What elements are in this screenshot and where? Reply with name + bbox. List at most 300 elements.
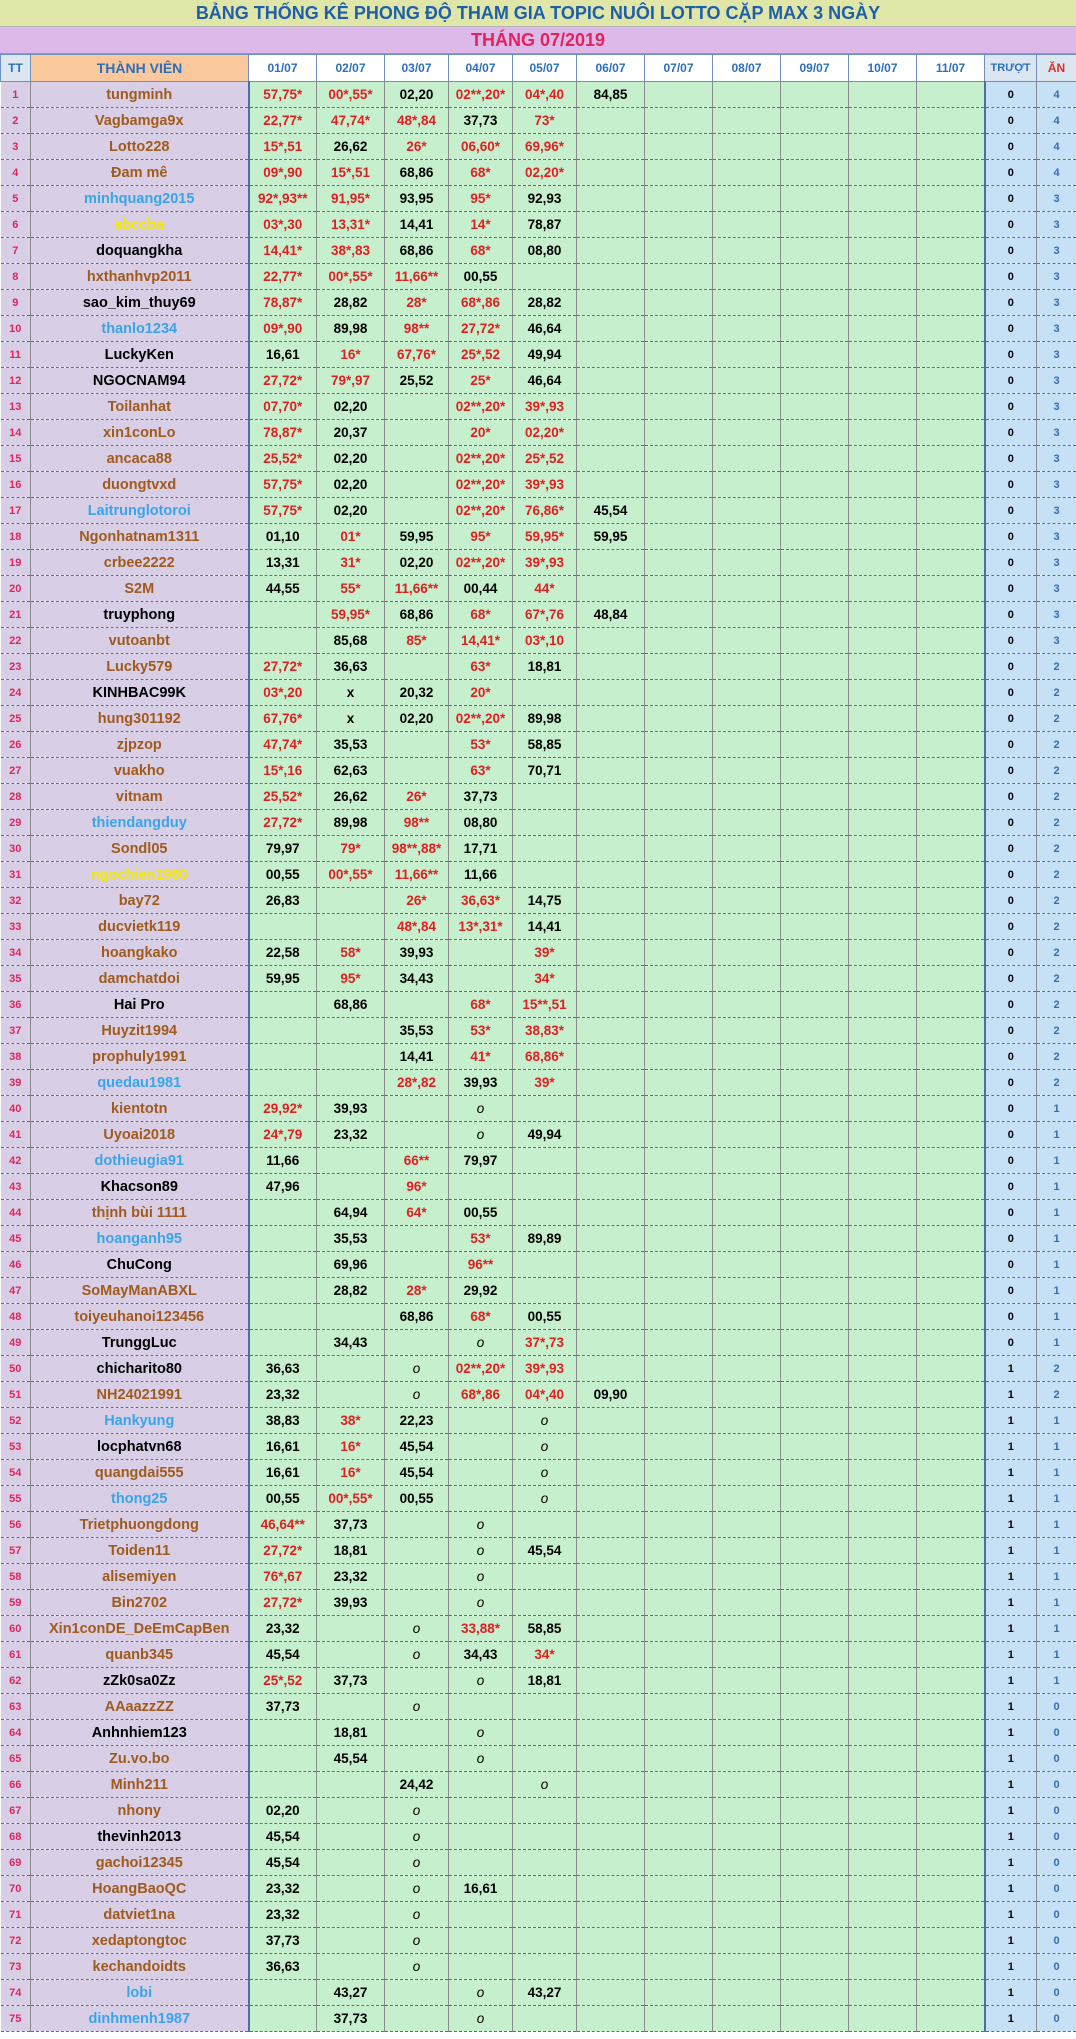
day-cell: [645, 524, 713, 550]
day-cell: [917, 1330, 985, 1356]
day-cell: [385, 1226, 449, 1252]
day-cell: [513, 1824, 577, 1850]
day-cell: 11,66**: [385, 264, 449, 290]
table-row: [1, 706, 1076, 732]
win-count: 2: [1037, 1018, 1076, 1044]
day-cell: [645, 1252, 713, 1278]
day-cell: 78,87*: [249, 420, 317, 446]
day-cell: 63*: [449, 654, 513, 680]
day-cell: [645, 1018, 713, 1044]
day-cell: [849, 1668, 917, 1694]
day-cell: 02,20: [317, 498, 385, 524]
member-name: Lotto228: [31, 134, 249, 160]
day-cell: [645, 1876, 713, 1902]
day-cell: [849, 1148, 917, 1174]
win-count: 2: [1037, 1070, 1076, 1096]
row-number: 58: [1, 1564, 31, 1590]
day-cell: [849, 966, 917, 992]
row-number: 43: [1, 1174, 31, 1200]
day-header: 11/07: [917, 55, 985, 82]
day-cell: [713, 238, 781, 264]
day-cell: [577, 1486, 645, 1512]
day-cell: 46,64: [513, 368, 577, 394]
day-cell: [513, 1252, 577, 1278]
day-cell: [645, 1980, 713, 2006]
day-cell: 66**: [385, 1148, 449, 1174]
day-cell: 23,32: [249, 1382, 317, 1408]
day-cell: [713, 1798, 781, 1824]
day-cell: [713, 134, 781, 160]
day-cell: [917, 1850, 985, 1876]
day-cell: [713, 1564, 781, 1590]
day-cell: [577, 420, 645, 446]
day-cell: [781, 342, 849, 368]
day-cell: [849, 1850, 917, 1876]
member-name: ducvietk119: [31, 914, 249, 940]
day-cell: [781, 1148, 849, 1174]
day-cell: [513, 2006, 577, 2032]
day-cell: [513, 1928, 577, 1954]
day-cell: [781, 706, 849, 732]
day-cell: 00,55: [513, 1304, 577, 1330]
day-cell: 48*,84: [385, 914, 449, 940]
day-cell: [577, 1044, 645, 1070]
day-cell: [249, 1980, 317, 2006]
day-cell: 98**,88*: [385, 836, 449, 862]
table-row: [1, 1772, 1076, 1798]
day-cell: 36,63*: [449, 888, 513, 914]
table-row: [1, 888, 1076, 914]
day-cell: [385, 1096, 449, 1122]
day-cell: 22,58: [249, 940, 317, 966]
miss-count: 0: [985, 316, 1037, 342]
day-cell: [645, 316, 713, 342]
row-number: 42: [1, 1148, 31, 1174]
day-cell: [713, 810, 781, 836]
day-cell: [713, 160, 781, 186]
table-row: [1, 1356, 1076, 1382]
row-number: 17: [1, 498, 31, 524]
day-cell: [249, 1330, 317, 1356]
win-count: 2: [1037, 732, 1076, 758]
day-cell: [577, 1460, 645, 1486]
day-cell: 02,20: [317, 446, 385, 472]
member-name: dothieugia91: [31, 1148, 249, 1174]
day-cell: [849, 1512, 917, 1538]
day-cell: [249, 1278, 317, 1304]
day-cell: [577, 628, 645, 654]
member-name: thanlo1234: [31, 316, 249, 342]
row-number: 73: [1, 1954, 31, 1980]
day-cell: 34,43: [449, 1642, 513, 1668]
win-count: 3: [1037, 394, 1076, 420]
day-cell: [713, 1148, 781, 1174]
member-name: Trietphuongdong: [31, 1512, 249, 1538]
day-cell: o: [449, 1512, 513, 1538]
day-cell: [449, 1902, 513, 1928]
day-cell: [317, 1850, 385, 1876]
day-cell: o: [385, 1382, 449, 1408]
day-cell: 37,73: [249, 1694, 317, 1720]
day-cell: 16,61: [249, 342, 317, 368]
day-cell: o: [385, 1954, 449, 1980]
stats-table: [0, 54, 1076, 2032]
day-cell: [317, 1148, 385, 1174]
day-cell: [577, 1694, 645, 1720]
table-row: [1, 238, 1076, 264]
day-cell: [385, 2006, 449, 2032]
win-count: 1: [1037, 1590, 1076, 1616]
day-cell: 39*,93: [513, 394, 577, 420]
day-cell: [249, 1720, 317, 1746]
row-number: 6: [1, 212, 31, 238]
day-cell: [449, 1798, 513, 1824]
day-cell: 39,93: [449, 1070, 513, 1096]
member-name: Minh211: [31, 1772, 249, 1798]
miss-count: 1: [985, 1408, 1037, 1434]
day-cell: [713, 992, 781, 1018]
win-count: 2: [1037, 992, 1076, 1018]
day-cell: 64*: [385, 1200, 449, 1226]
day-cell: 76*,67: [249, 1564, 317, 1590]
row-number: 39: [1, 1070, 31, 1096]
row-number: 1: [1, 82, 31, 108]
win-count: 0: [1037, 1720, 1076, 1746]
member-name: KINHBAC99K: [31, 680, 249, 706]
miss-count: 1: [985, 1876, 1037, 1902]
miss-count: 0: [985, 524, 1037, 550]
day-cell: 35,53: [385, 1018, 449, 1044]
day-cell: 39*: [513, 1070, 577, 1096]
day-cell: [849, 238, 917, 264]
day-cell: [577, 1590, 645, 1616]
day-cell: [577, 1304, 645, 1330]
day-cell: 00,55: [449, 1200, 513, 1226]
row-number: 70: [1, 1876, 31, 1902]
miss-count: 0: [985, 108, 1037, 134]
day-cell: [713, 1278, 781, 1304]
day-cell: 22,77*: [249, 108, 317, 134]
day-cell: [249, 628, 317, 654]
miss-count: 0: [985, 446, 1037, 472]
day-cell: [577, 1148, 645, 1174]
day-cell: 02**,20*: [449, 706, 513, 732]
win-count: 2: [1037, 888, 1076, 914]
table-row: [1, 758, 1076, 784]
row-number: 14: [1, 420, 31, 446]
table-row: [1, 1018, 1076, 1044]
day-cell: [577, 1616, 645, 1642]
day-cell: [713, 940, 781, 966]
day-cell: 03*,10: [513, 628, 577, 654]
day-cell: 36,63: [249, 1954, 317, 1980]
day-cell: [713, 1096, 781, 1122]
day-cell: 00*,55*: [317, 1486, 385, 1512]
day-cell: [513, 1148, 577, 1174]
miss-count: 0: [985, 1304, 1037, 1330]
day-cell: [577, 1174, 645, 1200]
table-row: [1, 1850, 1076, 1876]
day-cell: [513, 1850, 577, 1876]
member-name: Lucky579: [31, 654, 249, 680]
day-cell: [577, 914, 645, 940]
miss-count: 1: [985, 1616, 1037, 1642]
miss-count: 0: [985, 1330, 1037, 1356]
day-cell: [917, 1876, 985, 1902]
table-row: [1, 810, 1076, 836]
day-cell: 25*: [449, 368, 513, 394]
miss-count: 0: [985, 1122, 1037, 1148]
day-cell: [781, 966, 849, 992]
day-cell: [849, 498, 917, 524]
day-cell: 45,54: [317, 1746, 385, 1772]
day-cell: 84,85: [577, 82, 645, 108]
win-count: 2: [1037, 836, 1076, 862]
day-cell: [645, 1226, 713, 1252]
table-row: [1, 1590, 1076, 1616]
day-cell: [781, 212, 849, 238]
day-cell: [449, 1824, 513, 1850]
day-cell: [645, 680, 713, 706]
table-row: [1, 1486, 1076, 1512]
win-count: 2: [1037, 862, 1076, 888]
day-cell: 57,75*: [249, 82, 317, 108]
miss-count: 0: [985, 628, 1037, 654]
day-cell: [781, 1226, 849, 1252]
day-cell: [849, 628, 917, 654]
day-cell: 92*,93**: [249, 186, 317, 212]
day-cell: [917, 888, 985, 914]
win-count: 0: [1037, 2006, 1076, 2032]
win-count: 3: [1037, 264, 1076, 290]
day-cell: [577, 1330, 645, 1356]
day-cell: [385, 1668, 449, 1694]
day-cell: 37,73: [449, 784, 513, 810]
day-cell: [849, 1096, 917, 1122]
day-cell: 08,80: [513, 238, 577, 264]
day-cell: [713, 1668, 781, 1694]
win-count: 1: [1037, 1564, 1076, 1590]
win-count: 3: [1037, 238, 1076, 264]
day-cell: [849, 550, 917, 576]
day-cell: 00,44: [449, 576, 513, 602]
row-number: 13: [1, 394, 31, 420]
day-cell: [917, 2006, 985, 2032]
table-row: [1, 1642, 1076, 1668]
day-cell: 68*,86: [449, 290, 513, 316]
miss-count: 0: [985, 784, 1037, 810]
report-month: THÁNG 07/2019: [0, 27, 1076, 54]
day-cell: [513, 1590, 577, 1616]
day-cell: 18,81: [317, 1720, 385, 1746]
member-name: zZk0sa0Zz: [31, 1668, 249, 1694]
day-cell: 26,62: [317, 784, 385, 810]
member-header: THÀNH VIÊN: [31, 55, 249, 82]
day-cell: o: [385, 1928, 449, 1954]
day-cell: [645, 836, 713, 862]
day-cell: 68,86: [385, 160, 449, 186]
day-cell: 39*: [513, 940, 577, 966]
day-cell: [781, 420, 849, 446]
day-cell: 41*: [449, 1044, 513, 1070]
day-cell: 64,94: [317, 1200, 385, 1226]
day-cell: o: [449, 1330, 513, 1356]
day-cell: 44,55: [249, 576, 317, 602]
day-cell: [781, 784, 849, 810]
day-cell: [917, 420, 985, 446]
day-cell: [713, 550, 781, 576]
miss-count: 0: [985, 160, 1037, 186]
day-cell: [713, 472, 781, 498]
day-cell: [385, 472, 449, 498]
day-cell: [577, 238, 645, 264]
day-cell: [781, 108, 849, 134]
day-cell: 01*: [317, 524, 385, 550]
row-number: 64: [1, 1720, 31, 1746]
table-row: [1, 1408, 1076, 1434]
member-name: vitnam: [31, 784, 249, 810]
day-cell: [645, 1798, 713, 1824]
table-row: [1, 134, 1076, 160]
day-cell: [849, 1720, 917, 1746]
day-cell: 04*,40: [513, 1382, 577, 1408]
miss-count: 0: [985, 706, 1037, 732]
day-cell: [917, 1746, 985, 1772]
day-cell: [781, 1772, 849, 1798]
member-name: NH24021991: [31, 1382, 249, 1408]
win-count: 1: [1037, 1226, 1076, 1252]
day-cell: [917, 1200, 985, 1226]
miss-count: 0: [985, 836, 1037, 862]
day-cell: [781, 1434, 849, 1460]
day-cell: 20*: [449, 680, 513, 706]
day-cell: [781, 888, 849, 914]
day-cell: [317, 1928, 385, 1954]
miss-count: 0: [985, 82, 1037, 108]
day-cell: 48,84: [577, 602, 645, 628]
day-cell: [713, 264, 781, 290]
day-cell: [713, 706, 781, 732]
day-cell: 20,37: [317, 420, 385, 446]
win-count: 3: [1037, 628, 1076, 654]
day-cell: [781, 1304, 849, 1330]
day-cell: 16,61: [449, 1876, 513, 1902]
day-cell: [849, 342, 917, 368]
day-cell: 14,41: [385, 1044, 449, 1070]
row-number: 26: [1, 732, 31, 758]
day-cell: [849, 1356, 917, 1382]
day-cell: [449, 1434, 513, 1460]
day-cell: 68,86: [385, 238, 449, 264]
day-cell: [577, 446, 645, 472]
day-cell: 28*: [385, 290, 449, 316]
day-cell: [781, 602, 849, 628]
day-cell: 67,76*: [385, 342, 449, 368]
member-name: Toiden11: [31, 1538, 249, 1564]
day-cell: [781, 1122, 849, 1148]
day-cell: [645, 212, 713, 238]
table-row: [1, 1746, 1076, 1772]
day-cell: 34*: [513, 966, 577, 992]
row-number: 10: [1, 316, 31, 342]
win-count: 0: [1037, 1746, 1076, 1772]
day-cell: 09,90: [577, 1382, 645, 1408]
win-count: 0: [1037, 1694, 1076, 1720]
day-cell: 85*: [385, 628, 449, 654]
day-cell: 04*,40: [513, 82, 577, 108]
miss-count: 1: [985, 1954, 1037, 1980]
day-cell: [849, 1278, 917, 1304]
day-cell: o: [385, 1694, 449, 1720]
day-cell: [781, 1616, 849, 1642]
table-row: [1, 290, 1076, 316]
table-row: [1, 1330, 1076, 1356]
day-cell: [645, 966, 713, 992]
miss-count: 0: [985, 134, 1037, 160]
win-count: 4: [1037, 82, 1076, 108]
day-cell: [713, 394, 781, 420]
member-name: crbee2222: [31, 550, 249, 576]
member-name: Hai Pro: [31, 992, 249, 1018]
table-row: [1, 316, 1076, 342]
row-number: 69: [1, 1850, 31, 1876]
day-cell: 46,64**: [249, 1512, 317, 1538]
day-cell: [713, 1694, 781, 1720]
miss-count: 0: [985, 576, 1037, 602]
row-number: 15: [1, 446, 31, 472]
day-cell: [781, 654, 849, 680]
day-cell: [713, 342, 781, 368]
day-cell: [917, 316, 985, 342]
day-cell: [917, 810, 985, 836]
table-row: [1, 1148, 1076, 1174]
win-count: 2: [1037, 654, 1076, 680]
row-number: 3: [1, 134, 31, 160]
day-cell: [917, 1928, 985, 1954]
day-cell: [645, 1044, 713, 1070]
day-cell: 01,10: [249, 524, 317, 550]
day-cell: [849, 1928, 917, 1954]
row-number: 31: [1, 862, 31, 888]
day-cell: 25*,52: [249, 1668, 317, 1694]
day-cell: 39*,93: [513, 550, 577, 576]
day-cell: [849, 1980, 917, 2006]
day-cell: 13*,31*: [449, 914, 513, 940]
table-row: [1, 160, 1076, 186]
member-name: SoMayManABXL: [31, 1278, 249, 1304]
table-row: [1, 2006, 1076, 2032]
day-cell: 16*: [317, 1460, 385, 1486]
day-cell: [917, 706, 985, 732]
day-cell: o: [513, 1460, 577, 1486]
day-cell: [781, 134, 849, 160]
day-cell: 38,83: [249, 1408, 317, 1434]
day-cell: 95*: [317, 966, 385, 992]
day-cell: [577, 1720, 645, 1746]
day-cell: [645, 1616, 713, 1642]
day-cell: 28,82: [317, 290, 385, 316]
table-row: [1, 1720, 1076, 1746]
day-cell: [645, 498, 713, 524]
day-cell: [849, 1746, 917, 1772]
table-row: [1, 1668, 1076, 1694]
day-cell: 39,93: [385, 940, 449, 966]
table-row: [1, 862, 1076, 888]
day-cell: 49,94: [513, 342, 577, 368]
day-cell: 15*,51: [317, 160, 385, 186]
day-cell: 39*,93: [513, 472, 577, 498]
table-row: [1, 576, 1076, 602]
